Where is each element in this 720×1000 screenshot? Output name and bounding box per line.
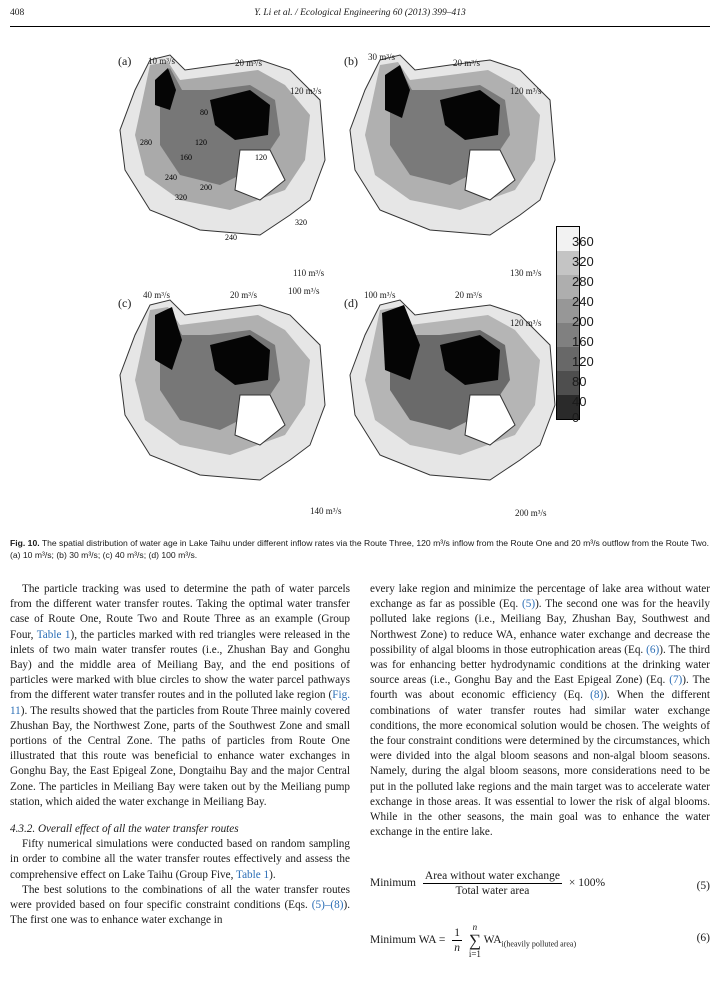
flow-120-b: 120 m³/s bbox=[510, 86, 542, 96]
table-link[interactable]: Table 1 bbox=[36, 628, 71, 641]
left-column bbox=[10, 582, 350, 928]
eq-subscript: i(heavily polluted area) bbox=[501, 939, 577, 949]
text: ). The first one was to enhance water exchange in bbox=[10, 899, 350, 927]
text: The best solutions to the combinations of all the water transfer routes were provided based on four specific constraint conditions (Eqs. bbox=[10, 883, 350, 912]
eq-fraction bbox=[452, 927, 462, 954]
right-column bbox=[370, 582, 710, 840]
contour-label: 320 bbox=[175, 193, 187, 202]
flow-120-a: 120 m³/s bbox=[290, 86, 322, 96]
flow-20-a: 20 m³/s bbox=[235, 58, 262, 68]
text: ). When the different combinations of water transfer routes had similar water exchange conditions, the more economical solution would be chosen. The weights of the four constraint conditions were determined by the circumstances, which were divided into the algal bloom seasons and non-algal bloom seasons. Namely, during the algal bloom seasons, more considerations need to be put in the polluted lake regions and the main target was to accelerate water exchange in those areas. It was essential to lower the risk of algal blooms. While in the other seasons, the main goal was to enhance the water exchange in the entire lake. bbox=[370, 689, 710, 839]
colorbar-label: 120 bbox=[572, 354, 594, 369]
contour-label: 120 bbox=[255, 153, 267, 162]
eq-sum bbox=[469, 922, 481, 959]
eq-denominator: Total water area bbox=[455, 885, 530, 897]
text: every lake region and minimize the percentage of lake area without water exchange as far as possible (Eq. bbox=[370, 583, 710, 611]
contour-label: 240 bbox=[225, 233, 237, 242]
equation-5 bbox=[370, 870, 710, 897]
contour-label: 160 bbox=[180, 153, 192, 162]
text: ). The fourth was about economic efficiency (Eq. bbox=[370, 674, 710, 702]
sum-lower: i=1 bbox=[468, 949, 481, 959]
running-header bbox=[0, 8, 720, 24]
eq-lead: Minimum bbox=[370, 877, 417, 890]
panel-label-c: (c) bbox=[118, 296, 132, 310]
eq-denominator: n bbox=[454, 942, 460, 954]
colorbar-label: 280 bbox=[572, 274, 594, 289]
eq-wa: WA = bbox=[418, 934, 446, 947]
flow-20-c: 20 m³/s bbox=[230, 290, 257, 300]
contour-label: 320 bbox=[295, 218, 307, 227]
eq-numerator: Area without water exchange bbox=[424, 870, 560, 882]
outflow-d: 200 m³/s bbox=[515, 508, 547, 518]
eq-term: WA bbox=[483, 934, 502, 947]
inflow-a: 10 m³/s bbox=[148, 56, 175, 66]
equation-number: (6) bbox=[696, 932, 710, 944]
flow-100-c: 100 m³/s bbox=[288, 286, 320, 296]
outflow-b: 130 m³/s bbox=[510, 268, 542, 278]
paragraph bbox=[370, 582, 710, 840]
panel-label-b: (b) bbox=[344, 54, 358, 68]
paragraph bbox=[10, 582, 350, 810]
table-link[interactable]: Table 1 bbox=[236, 868, 270, 881]
panel-label-d: (d) bbox=[344, 296, 358, 310]
caption-label: Fig. 10. bbox=[10, 538, 40, 548]
equation-link[interactable]: (7) bbox=[669, 674, 683, 687]
outflow-a: 110 m³/s bbox=[293, 268, 325, 278]
equation-number: (5) bbox=[696, 880, 710, 892]
lake-map-c bbox=[110, 285, 335, 520]
flow-20-d: 20 m³/s bbox=[455, 290, 482, 300]
figure-link[interactable]: Fig. 11 bbox=[10, 689, 350, 717]
journal-citation: Y. Li et al. / Ecological Engineering 60 (2013) 399–413 bbox=[254, 8, 466, 18]
colorbar-label: 320 bbox=[572, 254, 594, 269]
contour-label: 200 bbox=[200, 183, 212, 192]
text: ). bbox=[269, 868, 276, 881]
eq-lead: Minimum bbox=[370, 934, 417, 947]
colorbar-label: 40 bbox=[572, 394, 587, 409]
equation-6 bbox=[370, 922, 710, 959]
flow-120-d: 120 m³/s bbox=[510, 318, 542, 328]
section-heading: 4.3.2. Overall effect of all the water transfer routes bbox=[10, 823, 239, 836]
eq-tail: × 100% bbox=[568, 877, 606, 890]
colorbar-label: 360 bbox=[572, 234, 594, 249]
lake-map-a bbox=[110, 40, 335, 275]
text: ). The second one was for the heavily polluted lake regions (i.e., Meiliang Bay, Zhushan Bay, Southwest and Northwest Zone) to reduce WA, enhance water exchange and decrease the possibility of algal blooms in those eutrophication areas (Eq. bbox=[370, 598, 710, 656]
text: ). The third was for enhancing better hydrodynamic conditions at the drinking water source areas (i.e., Gonghu Bay and the East Epigeal Zone) (Eq. bbox=[370, 643, 710, 687]
paragraph bbox=[10, 883, 350, 929]
outflow-c: 140 m³/s bbox=[310, 506, 342, 516]
text: ). The results showed that the particles from Route Three mainly covered Zhushan Bay, the Northwest Zone, parts of the Southwest Zone and small portions of the Central Zone. The paths of particles from Route One illustrated that this route was beneficial to enhance water exchanges in Gonghu Bay, the East Epigeal Zone, Dongtaihu Bay and the major Central Zone. The particles in Meiliang Bay were taken out by the Meiliang pump station, which aided the water exchange in Meiliang Bay. bbox=[10, 704, 350, 808]
contour-label: 240 bbox=[165, 173, 177, 182]
colorbar-label: 0 bbox=[572, 410, 580, 425]
sum-symbol: ∑ bbox=[468, 931, 481, 950]
eq-fraction bbox=[423, 870, 562, 897]
paragraph bbox=[10, 837, 350, 883]
panel-c bbox=[110, 285, 335, 520]
flow-20-b: 20 m³/s bbox=[453, 58, 480, 68]
text: Fifty numerical simulations were conducted based on random sampling in order to combine all the water transfer routes effectively and assess the comprehensive effect on Lake Taihu (Group Five, bbox=[10, 838, 350, 881]
equation-link[interactable]: (8) bbox=[590, 689, 604, 702]
panel-b bbox=[340, 40, 565, 275]
figure-caption bbox=[10, 537, 710, 561]
panel-label-a: (a) bbox=[118, 54, 132, 68]
inflow-c: 40 m³/s bbox=[143, 290, 170, 300]
contour-label: 80 bbox=[200, 108, 208, 117]
page-number: 408 bbox=[10, 8, 25, 18]
caption-text: The spatial distribution of water age in Lake Taihu under different inflow rates via the Route Three, 120 m³/s inflow from the Route One and 20 m³/s outflow from the Route Two. (a) 10 m³/s; (b) 30 m³/s; (c) 40 m³/s; (d) 100 m³/s. bbox=[10, 538, 710, 560]
text: The particle tracking was used to determine the path of water parcels from the different water transfer routes. Taking the optimal water transfer case of Route One, Route Two and Route Three as an example (Group Four, bbox=[10, 583, 350, 641]
contour-label: 280 bbox=[140, 138, 152, 147]
inflow-b: 30 m³/s bbox=[368, 52, 395, 62]
header-rule bbox=[10, 26, 710, 27]
lake-map-b bbox=[340, 40, 565, 275]
eq-numerator: 1 bbox=[454, 927, 460, 939]
colorbar-label: 240 bbox=[572, 294, 594, 309]
equation-link[interactable]: (5)–(8) bbox=[311, 899, 344, 912]
contour-label: 120 bbox=[195, 138, 207, 147]
inflow-d: 100 m³/s bbox=[364, 290, 396, 300]
figure-10 bbox=[110, 40, 615, 525]
colorbar-label: 160 bbox=[572, 334, 594, 349]
equation-link[interactable]: (6) bbox=[646, 643, 660, 656]
colorbar-label: 200 bbox=[572, 314, 594, 329]
panel-a bbox=[110, 40, 335, 275]
sum-upper: n bbox=[472, 922, 478, 932]
colorbar-label: 80 bbox=[572, 374, 587, 389]
equation-link[interactable]: (5) bbox=[522, 598, 536, 611]
text: ), the particles marked with red triangles were released in the inlets of two main water transfer routes (i.e., Zhushan Bay and Gonghu Bay) and the middle area of Meiliang Bay, and the end positions of particles were marked with blue circles to show the water parcel pathways from the different water transfer routes and in the polluted lake region ( bbox=[10, 628, 351, 702]
